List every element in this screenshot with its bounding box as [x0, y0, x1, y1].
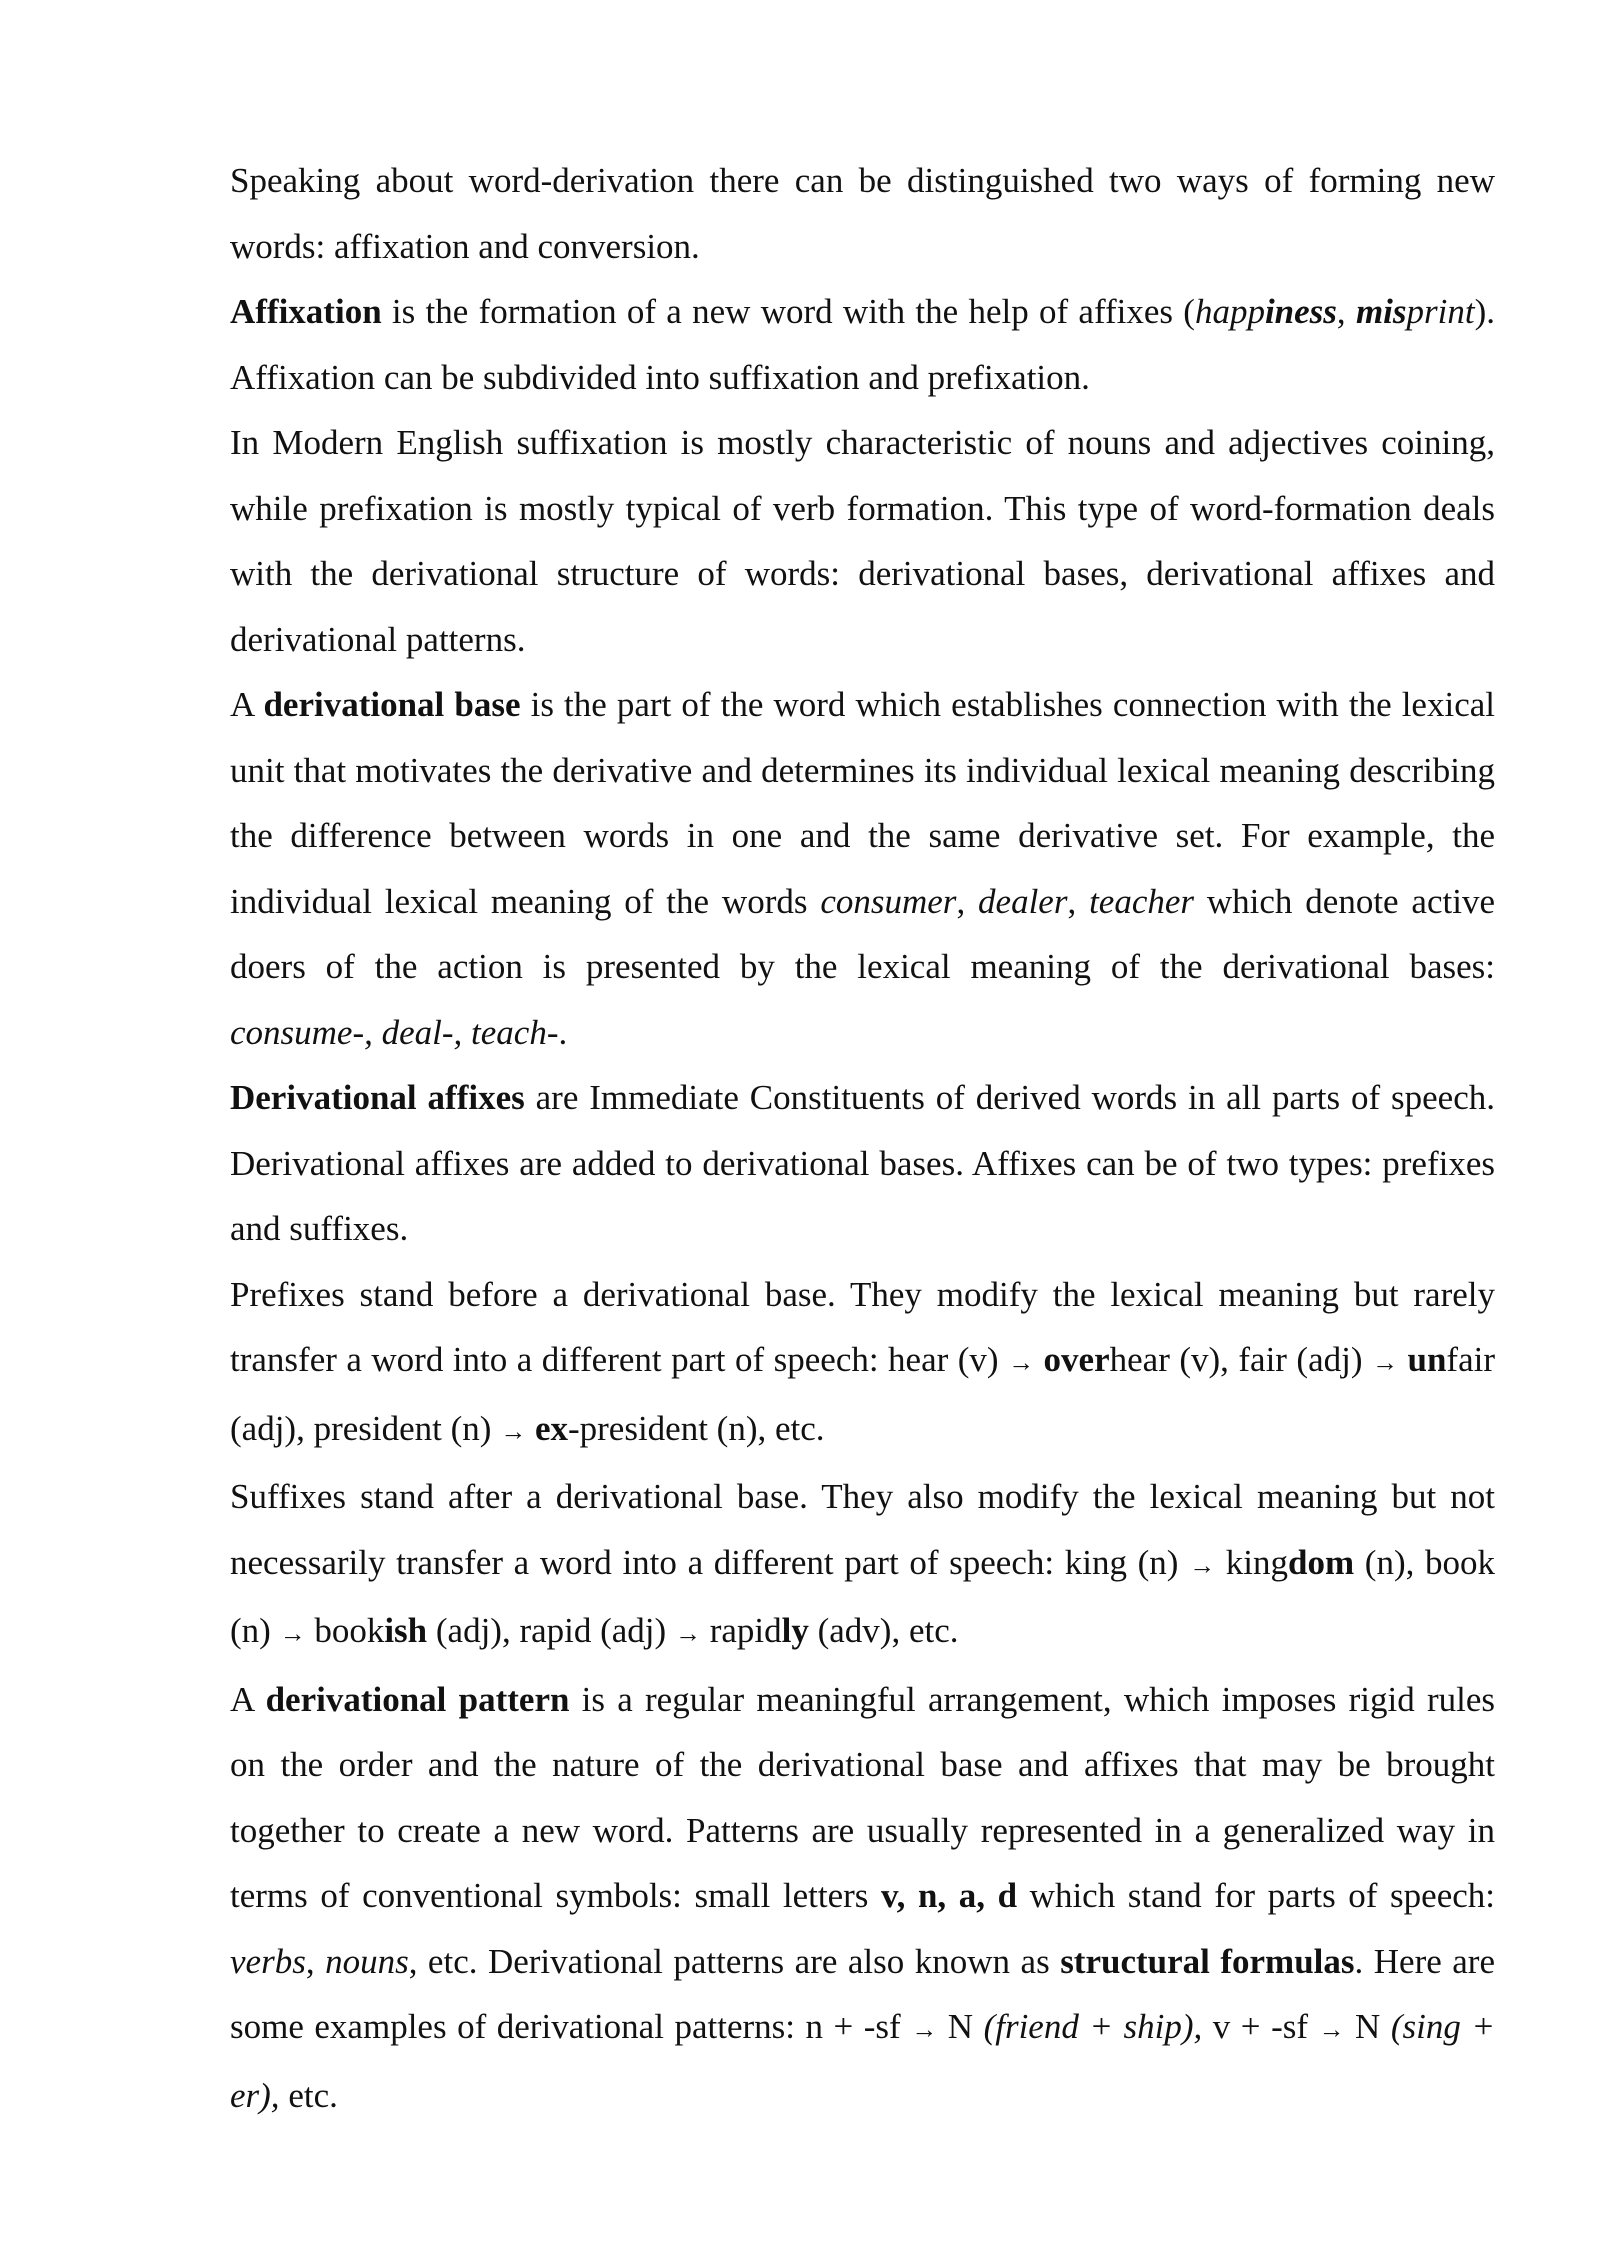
- bold-term: ex: [534, 1408, 568, 1448]
- bold-italic-affix-text: iness: [1264, 292, 1337, 331]
- text-run: which stand for parts of speech:: [1017, 1876, 1496, 1915]
- text-run: A: [230, 1679, 266, 1719]
- right-arrow-icon: →: [911, 2015, 938, 2044]
- text-run: is a regular meaningful arrangement, which imposes rigid rules on the order and the nature of the derivational base and affixes that may be brought together to create a new word. Patterns are usually represented in a generalized way in terms of conventional symbols: small letters: [230, 1679, 1495, 1915]
- text-run: is the formation of a new word with the help of affixes (: [381, 292, 1195, 331]
- bold-term: un: [1407, 1340, 1447, 1379]
- paragraph-affixation: [230, 279, 1495, 410]
- text-run: Prefixes stand before a derivational base. They modify the lexical meaning but rarely transfer a word into a different part of speech: hear (v): [230, 1274, 1495, 1379]
- text-run: ,: [305, 1941, 326, 1981]
- italic-example: nouns: [325, 1941, 409, 1981]
- italic-example: print: [1406, 292, 1475, 331]
- right-arrow-icon: →: [279, 1619, 306, 1648]
- bold-italic-affix: [1356, 292, 1407, 331]
- text-run: ,: [1336, 292, 1356, 331]
- bold-term: Derivational affixes: [230, 1078, 525, 1117]
- paragraph-suffixes: [230, 1464, 1495, 1667]
- bold-italic-affix: [1265, 292, 1337, 331]
- right-arrow-icon: →: [500, 1416, 527, 1446]
- italic-example: dealer: [978, 881, 1068, 921]
- paragraph-modern-english: [230, 410, 1495, 672]
- text-run: ,: [956, 881, 979, 921]
- bold-term: over: [1043, 1340, 1110, 1379]
- text-run: Speaking about word-derivation there can be distinguished two ways of forming new words: affixation and conversion.: [230, 161, 1495, 266]
- paragraph-derivational-base: [230, 672, 1495, 1065]
- text-run: king: [1215, 1542, 1288, 1582]
- bold-italic-affix-text: mis: [1355, 292, 1407, 331]
- italic-example: teacher: [1089, 881, 1195, 921]
- text-run: are Immediate Constituents of derived words in all parts of speech. Derivational affixes are added to derivational bases. Affixes can be of two types: prefixes and suffixes.: [230, 1078, 1495, 1248]
- paragraph-derivational-pattern: [230, 1667, 1495, 2129]
- text-run: fair (adj), president (n): [230, 1340, 1495, 1448]
- bold-term: derivational base: [263, 685, 521, 724]
- italic-example: verbs: [230, 1941, 306, 1981]
- text-run: . Here are some examples of derivational patterns: n + -sf: [230, 1941, 1495, 2046]
- right-arrow-icon: →: [1372, 1348, 1398, 1377]
- text-run: [526, 1409, 535, 1448]
- right-arrow-icon: →: [674, 1619, 701, 1648]
- text-run: ). Affixation can be subdivided into suffixation and prefixation.: [230, 292, 1495, 397]
- text-run: (n), book (n): [230, 1542, 1496, 1650]
- italic-example: consume-, deal-, teach-: [230, 1012, 559, 1052]
- bold-term: Affixation: [230, 292, 382, 331]
- right-arrow-icon: →: [1008, 1348, 1035, 1377]
- italic-example: (friend + ship),: [983, 2007, 1203, 2046]
- italic-example: consumer: [820, 881, 957, 921]
- bold-term: structural formulas: [1060, 1941, 1355, 1981]
- bold-term: derivational pattern: [265, 1679, 570, 1719]
- text-run: rapid: [700, 1611, 782, 1650]
- text-run: [1034, 1340, 1043, 1379]
- text-run: (adj), rapid (adj): [427, 1611, 675, 1650]
- text-run: ,: [1067, 881, 1090, 921]
- paragraph-intro: [230, 148, 1495, 279]
- bold-term: v, n, a, d: [881, 1876, 1018, 1915]
- text-run: is the part of the word which establishes connection with the lexical unit that motivates the derivative and determines its individual lexical meaning describing the difference between words in one and the same derivative set. For example, the individual lexical meaning of the words: [230, 685, 1495, 921]
- document-page: [230, 148, 1495, 2128]
- text-run: which denote active doers of the action is presented by the lexical meaning of the derivational bases:: [230, 881, 1495, 986]
- bold-term: dom: [1288, 1542, 1355, 1582]
- text-run: In Modern English suffixation is mostly characteristic of nouns and adjectives coining, while prefixation is mostly typical of verb formation. This type of word-formation deals with the derivational structure of words: derivational bases, derivational affixes and derivational patterns.: [230, 423, 1495, 659]
- bold-term: ly: [781, 1611, 809, 1650]
- text-run: -president (n), etc.: [567, 1408, 825, 1448]
- text-run: (adv), etc.: [808, 1611, 959, 1650]
- paragraph-derivational-affixes: [230, 1065, 1495, 1262]
- right-arrow-icon: →: [1318, 2015, 1345, 2044]
- text-run: book: [305, 1611, 385, 1650]
- bold-term: ish: [384, 1611, 428, 1650]
- italic-example: happ: [1194, 292, 1265, 331]
- text-run: , etc. Derivational patterns are also known as: [408, 1941, 1061, 1981]
- text-run: N: [937, 2007, 984, 2046]
- right-arrow-icon: →: [1189, 1550, 1216, 1580]
- text-run: A: [230, 685, 264, 724]
- text-run: v + -sf: [1202, 2007, 1319, 2046]
- text-run: etc.: [279, 2075, 338, 2115]
- text-run: hear (v), fair (adj): [1109, 1340, 1372, 1379]
- text-run: .: [558, 1012, 568, 1052]
- italic-example: (sing + er),: [230, 2007, 1496, 2115]
- paragraph-prefixes: [230, 1262, 1495, 1465]
- text-run: Suffixes stand after a derivational base. They also modify the lexical meaning but not necessarily transfer a word into a different part of speech: king (n): [230, 1477, 1495, 1582]
- text-run: N: [1344, 2007, 1391, 2046]
